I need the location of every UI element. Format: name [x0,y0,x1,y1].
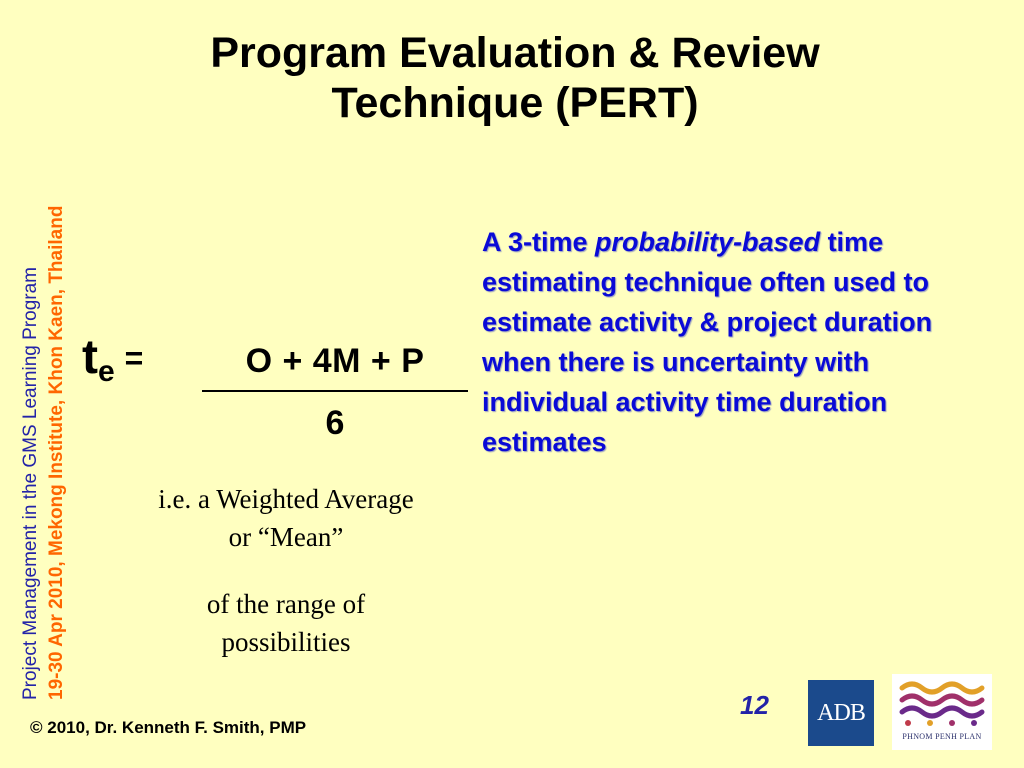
title-line-1: Program Evaluation & Review [210,29,820,77]
page-number: 12 [740,690,769,720]
title-line-2: Technique (PERT) [331,79,699,127]
phnom-penh-plan-logo-text: PHNOM PENH PLAN [902,732,982,741]
formula-equals: = [124,340,144,376]
formula-subscript-e: e [97,355,115,388]
pert-description [482,222,1002,462]
adb-logo [808,680,874,746]
description-part-1: A 3-time [482,227,596,257]
side-caption-program: Project Management in the GMS Learning Program [20,267,41,700]
description-part-2: time estimating technique often used to estimate activity & project duration when there is uncertainty with individual activity time duration estimates [482,227,933,457]
phnom-penh-plan-emblem-icon [892,674,992,732]
range-note [100,585,472,661]
description-emphasis: probability-based [595,227,821,257]
side-caption-date-location: 19-30 Apr 2010, Mekong Institute, Khon Kaen, Thailand [46,205,67,700]
note2-line-2: possibilities [221,627,351,657]
note1-line-2: or “Mean” [228,522,344,552]
side-caption [18,100,70,700]
slide-title [120,28,910,128]
adb-logo-text: ADB [817,699,865,726]
phnom-penh-plan-logo [892,674,992,750]
formula-t: t [82,331,98,384]
copyright-notice: © 2010, Dr. Kenneth F. Smith, PMP [30,718,307,737]
formula-numerator: O + 4M + P [245,342,425,380]
formula-denominator: 6 [325,404,345,442]
note1-line-1: i.e. a Weighted Average [158,484,414,514]
formula-te [82,330,144,388]
fraction-bar [202,390,468,392]
note2-line-1: of the range of [206,589,366,619]
weighted-average-note [100,480,472,556]
